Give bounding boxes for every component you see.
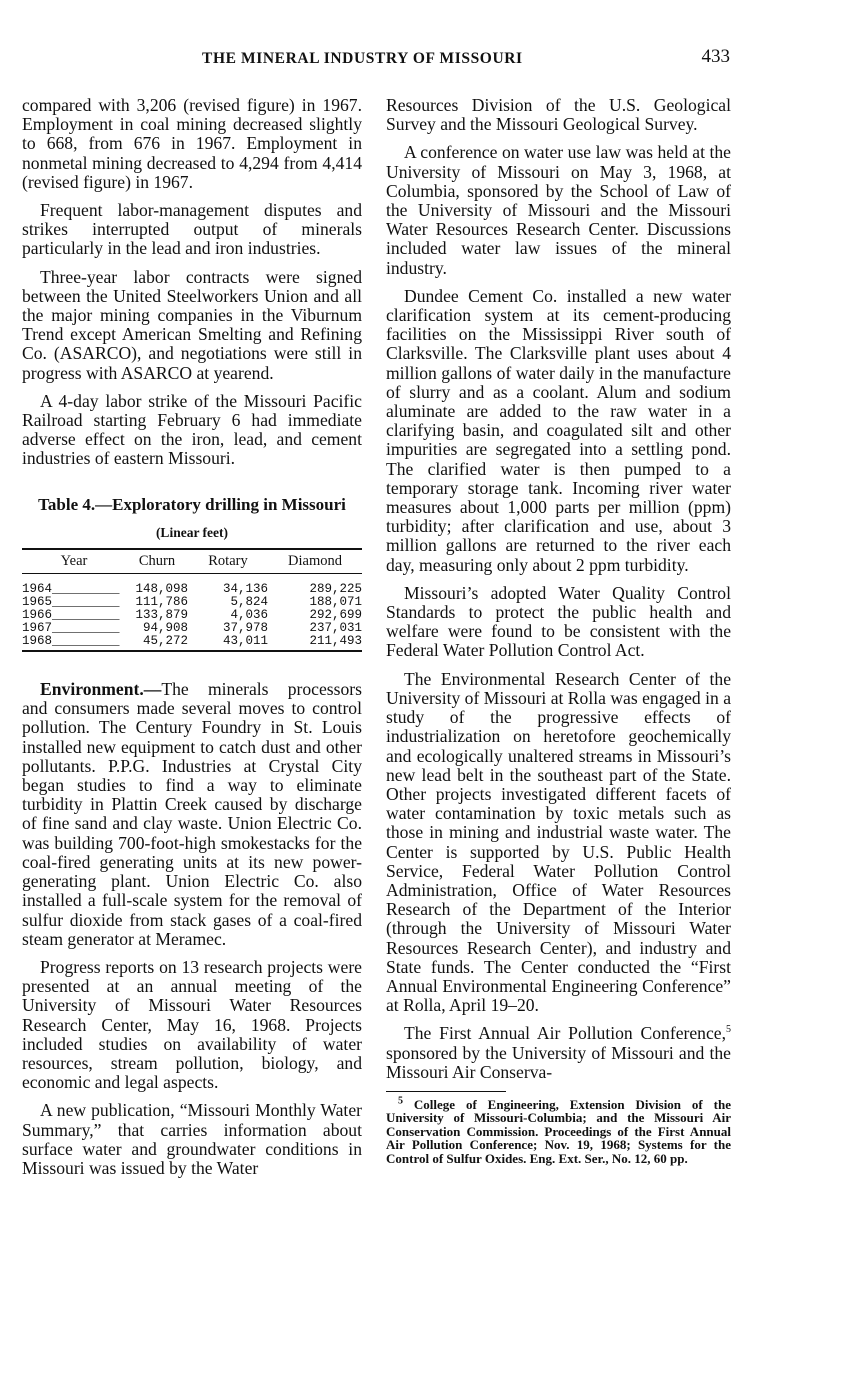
table-cell: 94,908 [142,621,188,636]
running-title: THE MINERAL INDUSTRY OF MISSOURI [202,50,523,67]
page-number: 433 [701,46,730,67]
environment-section [22,680,362,1178]
table-subtitle: (Linear feet) [155,524,229,540]
footnote [386,1095,731,1166]
table-cell: 237,031 [309,621,362,636]
table-cell: 211,493 [268,635,362,651]
column-header: Year [22,549,126,574]
table-cell: 45,272 [126,635,188,651]
table-row [22,635,362,651]
paragraph-text: sponsored by the University of Missouri and the Missouri Air Conserva- [386,1042,731,1082]
section-heading: Environment.— [40,679,162,700]
table-cell: 5,824 [230,595,268,610]
right-column [386,96,731,1165]
footnote-divider [386,1091,506,1092]
table-cell: 289,225 [309,582,362,597]
table-cell: 188,071 [309,595,362,610]
footnote-marker: 5 [398,1095,403,1107]
column-header: Diamond [268,549,362,574]
table-cell: 4,036 [230,608,268,623]
table-cell: 43,011 [188,635,268,651]
paragraph: A new publication, “Missouri Monthly Water Summary,” that carries information about surface water and groundwater conditions in Missouri was issued by the Water [22,1100,362,1178]
table-cell: 1968_________ [22,635,126,651]
paragraph: Missouri’s adopted Water Quality Control Standards to protect the public health and welfare were found to be consistent with the Federal Water Pollution Control Act. [386,582,731,661]
paragraph: A 4-day labor strike of the Missouri Pacific Railroad starting February 6 had immediate adverse effect on the iron, lead, and cement industries of eastern Missouri. [22,390,362,469]
table-cell: 111,786 [135,595,188,610]
table-title: Table 4.—Exploratory drilling in Missouri [38,494,346,514]
paragraph [22,680,362,949]
left-column [22,96,362,1187]
column-header: Churn [126,549,188,574]
paragraph-text: The First Annual Air Pollution Conference, [404,1023,726,1044]
paragraph: Progress reports on 13 research projects were presented at an annual meeting of the University of Missouri Water Resources Research Center, May 16, 1968. Projects included studies on availability of water resources, stream pollution, biology, and economic and legal aspects. [22,956,362,1093]
table-cell: 34,136 [222,582,268,597]
paragraph: The Environmental Research Center of the University of Missouri at Rolla was engaged in a study of the progressive effects of industrialization on heretofore geochemically and ecologically unaltered streams in Missouri’s new lead belt in the southeast part of the State. Other projects investigated different facets of water contamination by toxic metals such as those in mining and industrial waste water. The Center is supported by U.S. Public Health Service, Federal Water Pollution Control Administration, Office of Water Resources Research of the Department of the Interior (through the University of Missouri Water Resources Research Center), and industry and State funds. The Center conducted the “First Annual Environmental Engineering Conference” at Rolla, April 19–20. [386,668,731,1016]
table-header-row [22,549,362,574]
footnote-text: College of Engineering, Extension Division of the University of Missouri-Columbia; and the Missouri Air Conservation Commission. Proceedings of the First Annual Air Pollution Conference; Nov. 19, 1968; Systems for the Control of Sulfur Oxides. Eng. Ext. Ser., No. 12, 60 pp. [386,1096,731,1166]
table-cell: 133,879 [135,608,188,623]
column-header: Rotary [188,549,268,574]
table-cell: 1967_________ [22,621,120,636]
table-cell: 37,978 [222,621,268,636]
drilling-table [22,548,362,652]
table-cell: 1965_________ [22,595,120,610]
paragraph: Resources Division of the U.S. Geological Survey and the Missouri Geological Survey. [386,95,731,135]
footnote-reference: 5 [726,1024,731,1036]
paragraph: Frequent labor-management disputes and strikes interrupted output of minerals particularly in the lead and iron industries. [22,200,362,259]
page-header [0,44,858,74]
paragraph-text: The minerals processors and consumers made several moves to control pollution. The Century Foundry in St. Louis installed new equipment to catch dust and other pollutants. P.P.G. Industries at Crystal City began studies to find a way to eliminate turbidity in Plattin Creek caused by discharge of fine sand and clay waste. Union Electric Co. was building 700-foot-high smokestacks for the coal-fired generating units at its new power-generating plant. Union Electric Co. also installed a full-scale system for the removal of sulfur dioxide from stack gases of a coal-fired steam generator at Meramec. [22,679,362,949]
table-cell: 1966_________ [22,608,120,623]
paragraph: A conference on water use law was held at the University of Missouri on May 3, 1968, at Columbia, sponsored by the School of Law of the University of Missouri and the Missouri Water Resources Research Center. Discussions included water law issues of the mineral industry. [386,142,731,278]
paragraph: Dundee Cement Co. installed a new water clarification system at its cement-producing facilities on the Mississippi River south of Clarksville. The Clarksville plant uses about 4 million gallons of water daily in the manufacture of slurry and as a coolant. Alum and sodium aluminate are added to the raw water in a clarifying basin, and coagulated silt and other impurities are segregated into a settling pond. The clarified water is then pumped to a temporary storage tank. Incoming river water measures about 1,000 parts per million (ppm) turbidity; after clarification and use, about 3 million gallons are returned to the river each day, measuring only about 2 ppm turbidity. [386,285,731,575]
drilling-table-block [22,495,362,652]
paragraph: Three-year labor contracts were signed between the United Steelworkers Union and all the major mining companies in the Viburnum Trend except American Smelting and Refining Co. (ASARCO), and negotiations were still in progress with ASARCO at yearend. [22,266,362,383]
table-cell: 292,699 [309,608,362,623]
table-row [22,574,362,597]
table-cell: 148,098 [135,582,188,597]
paragraph: compared with 3,206 (revised figure) in 1967. Employment in coal mining decreased slightly to 668, from 676 in 1967. Employment in nonmetal mining decreased to 4,294 from 4,414 (revised figure) in 1967. [22,95,362,192]
table-cell: 1964_________ [22,582,120,597]
paragraph [386,1024,731,1082]
